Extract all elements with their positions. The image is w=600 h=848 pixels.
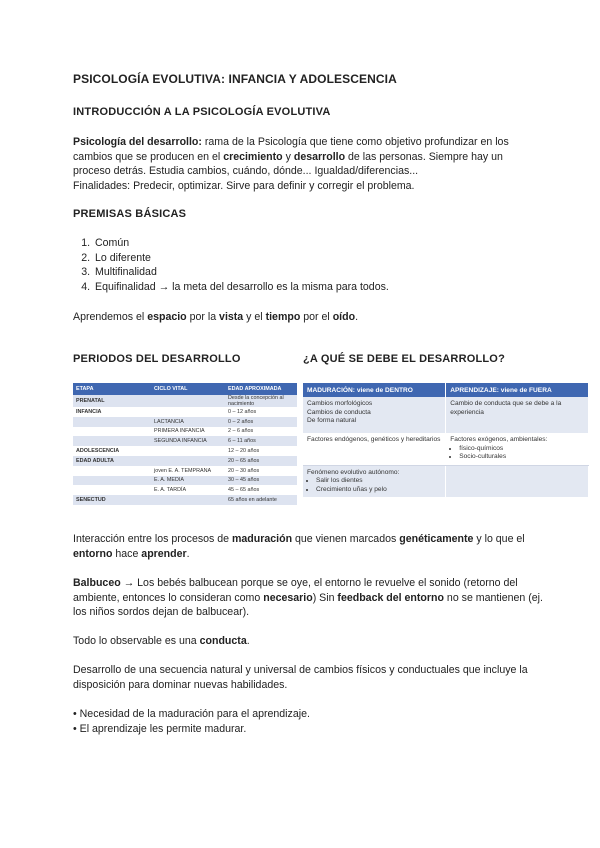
table-row xyxy=(73,395,297,407)
table-cell: SENECTUD xyxy=(73,495,151,505)
finalidades: Finalidades: Predecir, optimizar. Sirve para definir y corregir el problema. xyxy=(73,179,415,192)
intro-paragraph: Psicología del desarrollo: rama de la Psicología que tiene como objetivo profundizar en los cambios que se producen en el crecimiento y desarrollo de las personas. Siempre hay un proceso detrás. Estudia cambios, cuándo, dónde... Igualdad/diferencias... Finalidades: Predecir, optimizar. Sirve para definir y corregir el problema. xyxy=(73,135,543,193)
intro-term: Psicología del desarrollo: xyxy=(73,136,202,148)
table-cell xyxy=(151,446,225,456)
table-row xyxy=(73,427,297,437)
list-item: • Necesidad de la maduración para el aprendizaje. xyxy=(73,708,310,720)
table-cell: joven E. A. TEMPRANA xyxy=(154,467,212,474)
causes-header-maduracion: MADURACIÓN: viene de DENTRO xyxy=(303,383,446,397)
table-cell: 0 – 12 años xyxy=(228,408,257,415)
list-item: 1. Común xyxy=(93,236,389,251)
causes-header-aprendizaje: APRENDIZAJE: viene de FUERA xyxy=(446,383,589,397)
balbuceo-paragraph: Balbuceo → Los bebés balbucean porque se oye, el entorno le revuelve el sonido (retorno del ambiente, entonces lo consideran como necesario) Sin feedback del entorno no se mantienen (ej. los niños sordos dejan de balbucear). xyxy=(73,577,543,618)
table-cell xyxy=(151,407,225,417)
page-title: PSICOLOGÍA EVOLUTIVA: INFANCIA Y ADOLESCENCIA xyxy=(73,72,397,86)
table-row: Cambios morfológicos Cambios de conducta De forma natural Cambio de conducta que se debe a la experiencia xyxy=(303,397,589,433)
table-cell: Desde la concepción al nacimiento xyxy=(225,395,297,407)
table-cell xyxy=(73,417,151,427)
list-item: 2. Lo diferente xyxy=(93,251,389,266)
list-item: • El aprendizaje les permite madurar. xyxy=(73,723,247,735)
list-item: 4. Equifinalidad → la meta del desarrollo es la misma para todos. xyxy=(93,280,389,295)
table-cell xyxy=(151,395,225,407)
table-cell: 2 – 6 años xyxy=(228,428,254,435)
table-cell: 12 – 20 años xyxy=(228,448,260,455)
periods-table xyxy=(73,383,297,505)
periodos-heading: PERIODOS DEL DESARROLLO xyxy=(73,353,241,365)
conducta-paragraph: Todo lo observable es una conducta. xyxy=(73,635,250,647)
table-cell xyxy=(73,436,151,446)
causas-heading: ¿A QUÉ SE DEBE EL DESARROLLO? xyxy=(303,353,505,365)
table-row xyxy=(73,476,297,486)
table-row xyxy=(73,466,297,476)
table-cell xyxy=(73,427,151,437)
table-row xyxy=(73,417,297,427)
table-row xyxy=(73,485,297,495)
table-row xyxy=(73,446,297,456)
aprendemos-paragraph: Aprendemos el espacio por la vista y el tiempo por el oído. xyxy=(73,311,359,323)
table-cell: ADOLESCENCIA xyxy=(76,448,120,455)
table-cell: PRIMERA INFANCIA xyxy=(154,428,205,435)
table-cell xyxy=(73,485,151,495)
table-cell xyxy=(73,476,151,486)
list-item: 3. Multifinalidad xyxy=(93,265,389,280)
causes-table xyxy=(303,383,589,497)
periods-header-ciclo: CICLO VITAL xyxy=(151,383,225,395)
table-row: Fenómeno evolutivo autónomo: • Salir los dientes • Crecimiento uñas y pelo xyxy=(303,465,589,497)
table-cell: 30 – 45 años xyxy=(225,476,297,486)
table-cell: EDAD ADULTA xyxy=(73,456,151,466)
table-cell xyxy=(73,466,151,476)
table-cell: SEGUNDA INFANCIA xyxy=(151,436,225,446)
table-row xyxy=(73,495,297,505)
table-cell: 20 – 30 años xyxy=(228,467,260,474)
table-row xyxy=(73,407,297,417)
table-cell: 0 – 2 años xyxy=(225,417,297,427)
table-row xyxy=(73,436,297,446)
table-cell: 65 años en adelante xyxy=(225,495,297,505)
table-cell: 20 – 65 años xyxy=(225,456,297,466)
table-row xyxy=(73,456,297,466)
periods-header-etapa: ETAPA xyxy=(73,383,151,395)
periods-header-edad: EDAD APROXIMADA xyxy=(225,383,297,395)
table-cell xyxy=(151,456,225,466)
table-row: Factores endógenos, genéticos y hereditarios Factores exógenos, ambientales: • físico-químicos • Socio-culturales xyxy=(303,433,589,465)
premisas-list xyxy=(73,236,389,294)
table-cell: PRENATAL xyxy=(73,395,151,407)
intro-heading: INTRODUCCIÓN A LA PSICOLOGÍA EVOLUTIVA xyxy=(73,106,331,118)
table-cell: INFANCIA xyxy=(76,408,102,415)
premisas-heading: PREMISAS BÁSICAS xyxy=(73,208,187,220)
table-cell xyxy=(151,495,225,505)
interaccion-paragraph: Interacción entre los procesos de maduración que vienen marcados genéticamente y lo que el entorno hace aprender. xyxy=(73,533,525,560)
table-cell: 45 – 65 años xyxy=(228,487,260,494)
table-cell: 6 – 11 años xyxy=(225,436,297,446)
desarrollo-definition: Desarrollo de una secuencia natural y universal de cambios físicos y conductuales que incluye la disposición para dominar nuevas habilidades. xyxy=(73,664,528,691)
table-cell: E. A. MEDIA xyxy=(151,476,225,486)
table-cell: E. A. TARDÍA xyxy=(154,487,187,494)
table-cell: LACTANCIA xyxy=(151,417,225,427)
bullet-list xyxy=(73,707,310,737)
